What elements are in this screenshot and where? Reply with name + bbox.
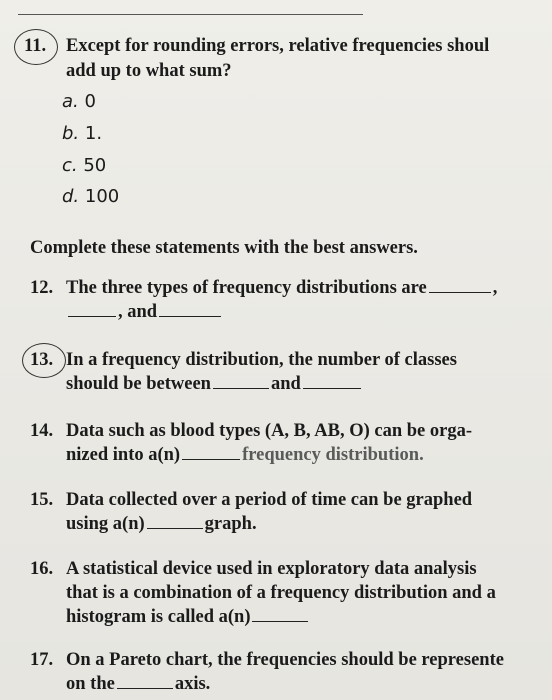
question-number: 15. [30, 490, 54, 510]
question-15-line2b: graph. [204, 514, 257, 534]
question-number: 16. [30, 559, 54, 579]
question-15 [30, 488, 552, 538]
answer-blank [182, 457, 240, 460]
option-d: d. 100 [62, 186, 120, 207]
answer-blank [303, 386, 361, 389]
question-number: 11. [24, 36, 47, 56]
question-17-line2b: axis. [174, 674, 211, 694]
question-13-line2b: and [270, 374, 301, 394]
question-14-line2a: nized into a(n) [66, 445, 181, 465]
question-16-line2: that is a combination of a frequency distribution and a [66, 583, 496, 603]
answer-blank [429, 290, 491, 293]
answer-blank [147, 526, 203, 529]
answer-blank [213, 386, 269, 389]
question-16-line3: histogram is called a(n) [66, 607, 251, 627]
question-11-line2: add up to what sum? [66, 61, 232, 81]
answer-blank [117, 686, 173, 689]
question-12: 12. The three types of frequency distributions are , , and [30, 278, 498, 322]
answer-blank [68, 314, 116, 317]
question-14-line1: Data such as blood types (A, B, AB, O) can be orga- [66, 421, 472, 441]
answer-blank [159, 314, 221, 317]
question-17-line1: On a Pareto chart, the frequencies should be represente [66, 650, 504, 670]
question-number: 13. [30, 350, 54, 370]
question-number: 12. [30, 278, 54, 298]
question-12-line2: , and [118, 302, 158, 322]
question-15-line2a: using a(n) [66, 514, 145, 534]
question-number: 17. [30, 650, 54, 670]
question-number: 14. [30, 421, 54, 441]
option-b: b. 1. [62, 123, 103, 144]
question-17-line2a: on the [66, 674, 115, 694]
question-16-line1: A statistical device used in exploratory data analysis [66, 559, 477, 579]
option-c: c. 50 [62, 155, 107, 176]
question-16 [30, 557, 552, 632]
question-12-line1: The three types of frequency distributions are [66, 278, 427, 298]
question-13-line2a: should be between [66, 374, 211, 394]
question-15-line1: Data collected over a period of time can be graphed [66, 490, 473, 510]
option-a: a. 0 [62, 91, 96, 112]
section-heading: Complete these statements with the best answers. [30, 238, 418, 258]
question-14 [30, 419, 552, 469]
question-14-line2b: frequency distribution. [242, 445, 424, 465]
question-13 [30, 348, 552, 398]
top-rule [18, 14, 363, 15]
question-11-line1: Except for rounding errors, relative frequencies shoul [66, 36, 490, 56]
question-17 [30, 648, 552, 698]
question-13-line1: In a frequency distribution, the number of classes [66, 350, 457, 370]
question-11 [24, 34, 552, 84]
answer-blank [252, 619, 308, 622]
